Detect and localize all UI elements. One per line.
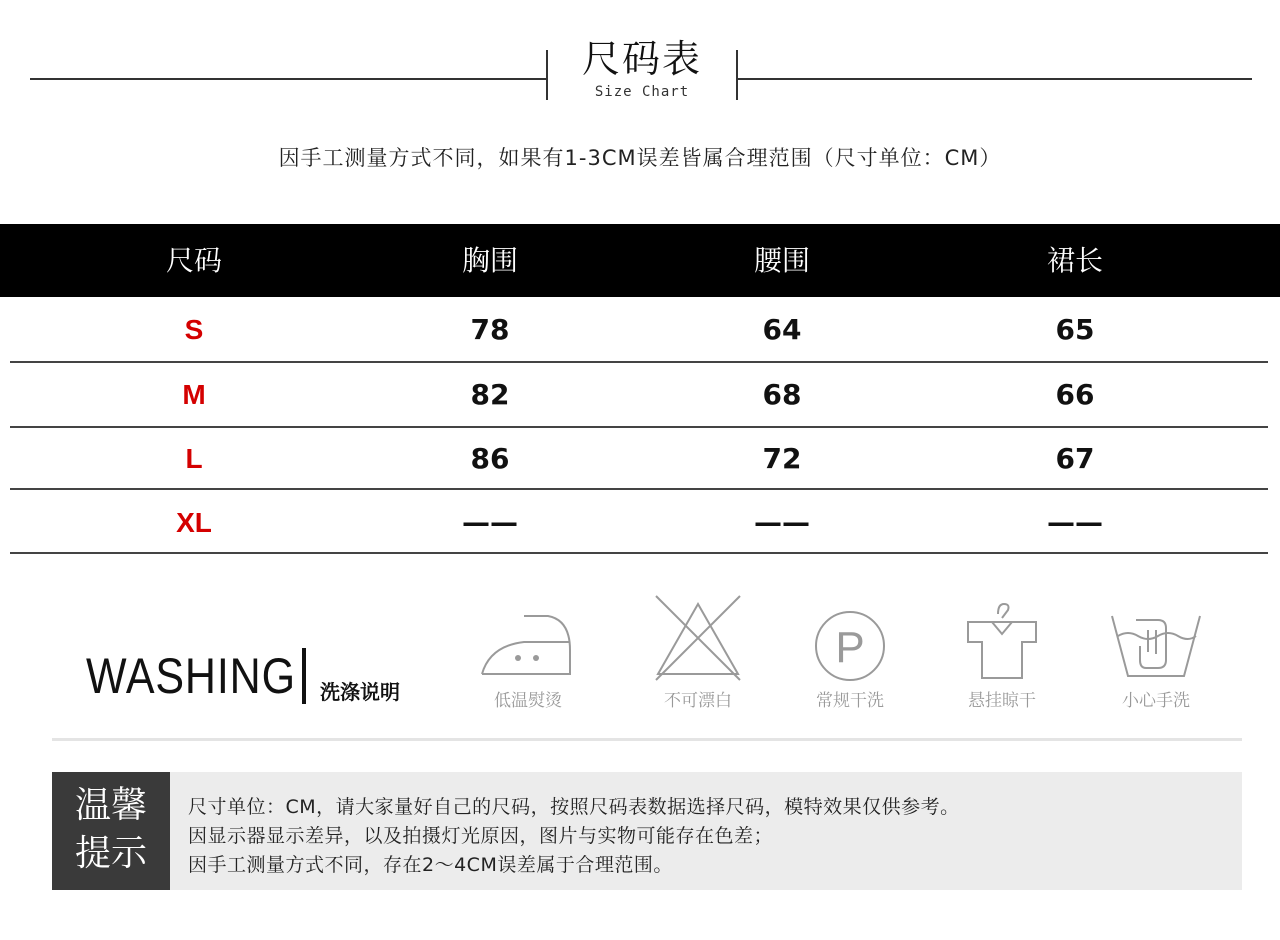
row-divider (10, 552, 1268, 554)
size-cell: M (182, 379, 206, 410)
size-cell: S (184, 314, 204, 345)
header-bracket-right (736, 50, 738, 100)
row-divider (10, 488, 1268, 490)
tips-label (52, 772, 170, 890)
section-divider (52, 738, 1242, 741)
washing-subtitle: 洗涤说明 (320, 680, 400, 704)
care-item-dry-clean (790, 590, 910, 710)
tips-label-line1: 温馨 (74, 785, 147, 826)
length-cell: 65 (1055, 313, 1095, 346)
care-label: 小心手洗 (1122, 691, 1190, 711)
hang-dry-icon (942, 590, 1062, 686)
care-item-hand-wash (1096, 590, 1216, 710)
page-title: 尺码表 (581, 37, 702, 81)
iron-low-heat-icon (468, 590, 588, 686)
header-rule-right (738, 78, 1252, 80)
care-label: 低温熨烫 (494, 691, 562, 711)
size-cell: XL (176, 507, 212, 538)
bust-cell: 86 (470, 442, 510, 475)
care-label: 悬挂晾干 (968, 691, 1036, 711)
care-label: 不可漂白 (664, 691, 732, 711)
table-header (0, 224, 1280, 297)
measurement-note: 因手工测量方式不同，如果有1-3CM误差皆属合理范围（尺寸单位：CM） (278, 146, 1002, 170)
hand-wash-icon (1096, 590, 1216, 686)
waist-cell: —— (754, 506, 810, 539)
length-cell: 66 (1055, 378, 1095, 411)
tips-text-line: 尺寸单位：CM，请大家量好自己的尺码，按照尺码表数据选择尺码，模特效果仅供参考。 (188, 796, 960, 818)
table-row (0, 298, 1280, 362)
bust-cell: 82 (470, 378, 510, 411)
column-header-size: 尺码 (165, 244, 222, 277)
svg-text:P: P (835, 623, 865, 672)
care-item-no-bleach (638, 590, 758, 710)
table-row (0, 491, 1280, 555)
header-rule-left (30, 78, 546, 80)
page-subtitle: Size Chart (594, 84, 690, 100)
column-header-waist: 腰围 (753, 244, 810, 277)
dry-clean-p-icon (790, 590, 910, 686)
waist-cell: 68 (762, 378, 802, 411)
tips-label-line2: 提示 (74, 833, 147, 874)
column-header-bust: 胸围 (461, 244, 518, 277)
page-title-block (548, 36, 736, 100)
care-label: 常规干洗 (816, 691, 884, 711)
care-item-iron (468, 590, 588, 710)
tips-text-line: 因手工测量方式不同，存在2～4CM误差属于合理范围。 (188, 854, 673, 876)
washing-title: WASHING (86, 648, 296, 704)
table-row (0, 427, 1280, 491)
length-cell: 67 (1055, 442, 1095, 475)
waist-cell: 64 (762, 313, 802, 346)
waist-cell: 72 (762, 442, 802, 475)
length-cell: —— (1047, 506, 1103, 539)
no-bleach-icon (638, 590, 758, 686)
care-item-hang-dry (942, 590, 1062, 710)
washing-separator (302, 648, 306, 704)
size-cell: L (185, 443, 203, 474)
bust-cell: —— (462, 506, 518, 539)
bust-cell: 78 (470, 313, 510, 346)
column-header-length: 裙长 (1046, 244, 1103, 277)
tips-text-line: 因显示器显示差异，以及拍摄灯光原因，图片与实物可能存在色差； (188, 825, 774, 847)
table-row (0, 363, 1280, 427)
